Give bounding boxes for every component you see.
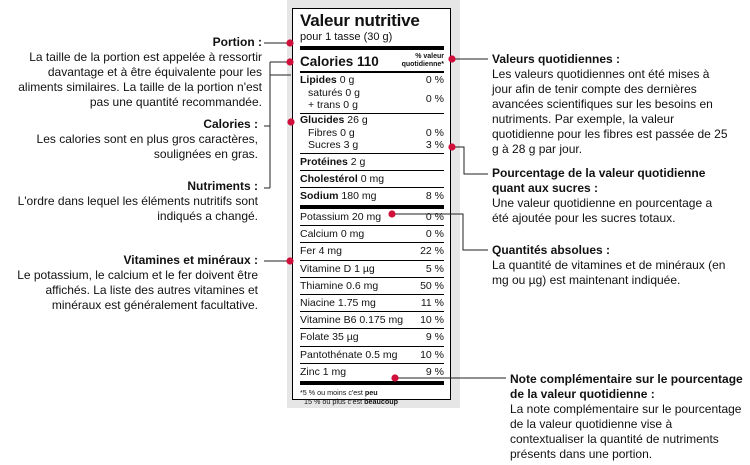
annotation-sucres-title: Pourcentage de la valeur quotidienne quant aux sucres : (492, 166, 706, 195)
annotation-absolues-text: La quantité de vitamines et de minéraux (en mg ou µg) est maintenant indiquée. (492, 258, 726, 287)
vitamin-name: Vitamine D 1 µg (300, 262, 375, 275)
vitamin-dv: 9 % (425, 331, 444, 344)
calories-value: Calories 110 (300, 54, 379, 69)
vitamin-dv: 11 % (420, 297, 444, 310)
satures-text: saturés 0 g (308, 87, 360, 99)
cholesterol-amount: 0 mg (360, 173, 385, 185)
vitamin-name: Vitamine B6 0.175 mg (300, 314, 404, 327)
footnote-beaucoup: beaucoup (364, 397, 399, 407)
vitamin-name: Niacine 1.75 mg (300, 297, 376, 310)
marker-absolues (388, 210, 395, 217)
annotation-absolues-title: Quantités absolues : (492, 243, 611, 257)
vitamin-dv: 50 % (420, 279, 444, 292)
lipides-amount: 0 g (339, 74, 355, 86)
annotation-note-text: La note complémentaire sur le pourcentage de la valeur quotidienne vise à contextualiser la quantité de nutriments présents dans une portion. (510, 402, 742, 461)
annotation-note-title: Note complémentaire sur le pourcentage de la valeur quotidienne : (510, 372, 743, 401)
footnote-line1: *5 % ou moins c'est (300, 388, 365, 398)
sodium-label: Sodium (300, 190, 339, 202)
proteines-amount: 2 g (350, 156, 366, 168)
annotation-calories-text: Les calories sont en plus gros caractères, soulignées en gras. (36, 132, 258, 161)
sucres-text: Sucres 3 g (308, 139, 359, 151)
vitamin-name: Potassium 20 mg (300, 211, 382, 223)
marker-sucres (448, 143, 455, 150)
annotation-vitamines-title: Vitamines et minéraux : (123, 253, 258, 267)
vitamin-dv: 10 % (420, 348, 444, 361)
proteines-label: Protéines (300, 156, 348, 168)
vitamin-name: Fer 4 mg (300, 245, 343, 258)
footnote-line2: 15 % ou plus c'est (304, 397, 365, 407)
glucides-label: Glucides (300, 114, 345, 126)
dv-header-line2: quotidienne* (401, 61, 444, 68)
vitamin-name: Folate 35 µg (300, 331, 359, 344)
vitamin-dv: 5 % (425, 262, 444, 275)
vitamin-dv: 0 % (425, 211, 444, 223)
trans-text: + trans 0 g (308, 99, 358, 111)
annotation-portion-text: La taille de la portion est appelée à ressortir davantage et à être équivalente pour les aliments similaires. La taille de la portion n'est pas une quantité recommandée. (18, 50, 262, 109)
vitamin-name: Pantothénate 0.5 mg (300, 348, 398, 361)
footnote-peu: peu (364, 388, 378, 398)
serving-size: pour 1 tasse (30 g) (300, 31, 393, 43)
fibres-dv: 0 % (425, 127, 444, 139)
marker-vq (448, 55, 455, 62)
vitamin-dv: 9 % (425, 365, 444, 378)
annotation-vq-title: Valeurs quotidiennes : (492, 52, 621, 66)
marker-note (391, 374, 398, 381)
marker-portion (286, 39, 293, 46)
fibres-text: Fibres 0 g (308, 127, 355, 139)
marker-calories (286, 58, 293, 65)
sodium-dv: 8 % (425, 190, 444, 202)
vitamin-dv: 0 % (425, 228, 444, 241)
annotation-nutriments-title: Nutriments : (187, 179, 258, 193)
sodium-amount: 180 mg (341, 190, 377, 202)
annotation-portion-title: Portion : (212, 35, 262, 49)
lipides-dv: 0 % (425, 74, 444, 86)
marker-vitamines (286, 257, 293, 264)
cholesterol-label: Cholestérol (300, 173, 358, 185)
sucres-dv: 3 % (425, 139, 444, 151)
annotation-vitamines-text: Le potassium, le calcium et le fer doivent être affichés. La liste des autres vitamines et minéraux est généralement facultative. (17, 268, 258, 312)
annotation-vq-text: Les valeurs quotidiennes ont été mises à jour afin de tenir compte des dernières avancées scientifiques sur les besoins en nutriments. Par exemple, la valeur quotidienne pour les fibres est passée de 25 g à 28 g par jour. (492, 67, 728, 156)
annotation-calories-title: Calories : (203, 117, 258, 131)
leader-sucres (452, 147, 488, 174)
label-title: Valeur nutritive (300, 11, 420, 30)
sat-trans-dv: 0 % (425, 93, 444, 105)
marker-nutriments (287, 118, 294, 125)
vitamin-name: Zinc 1 mg (300, 365, 347, 378)
glucides-amount: 26 g (347, 114, 368, 126)
lipides-label: Lipides (300, 74, 337, 86)
vitamin-name: Thiamine 0.6 mg (300, 279, 379, 292)
vitamin-dv: 10 % (420, 314, 444, 327)
annotation-sucres-text: Une valeur quotidienne en pourcentage a été ajoutée pour les sucres totaux. (492, 196, 713, 225)
dv-header-line1: % valeur (415, 53, 444, 60)
leader-absolues (392, 214, 488, 250)
vitamin-name: Calcium 0 mg (300, 228, 365, 241)
vitamin-dv: 22 % (420, 245, 444, 258)
annotation-nutriments-text: L'ordre dans lequel les éléments nutritifs sont indiqués a changé. (17, 194, 258, 223)
